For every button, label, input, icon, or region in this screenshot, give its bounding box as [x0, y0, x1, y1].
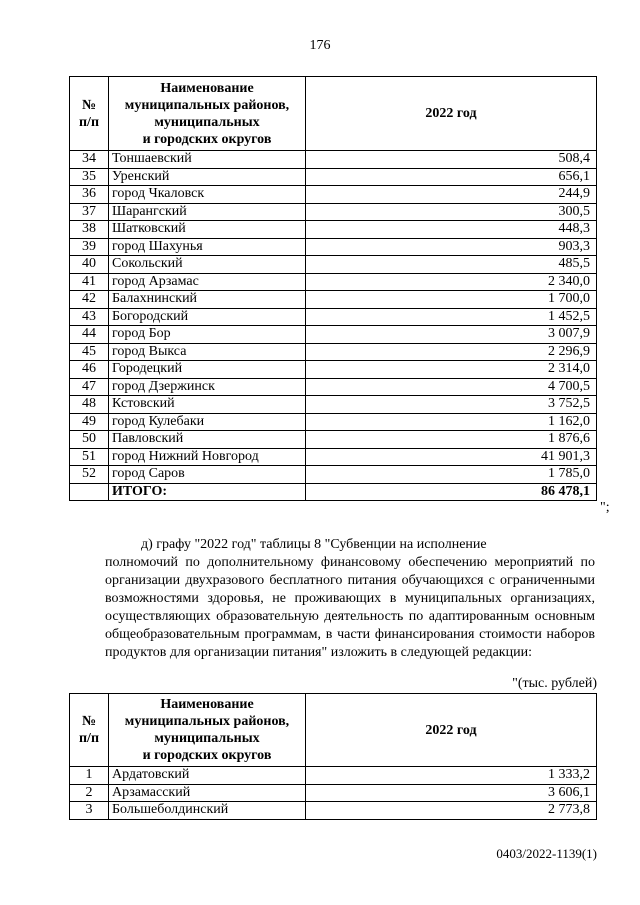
row-name: Ардатовский [109, 767, 306, 785]
table-row [70, 168, 597, 186]
row-value: 2 296,9 [306, 343, 597, 361]
table-row [70, 186, 597, 204]
row-number: 35 [70, 168, 109, 186]
table-row [70, 431, 597, 449]
total-value: 86 478,1 [306, 483, 597, 501]
row-number: 50 [70, 431, 109, 449]
table-row [70, 273, 597, 291]
row-number: 38 [70, 221, 109, 239]
row-number: 51 [70, 448, 109, 466]
table-row [70, 203, 597, 221]
row-number: 2 [70, 784, 109, 802]
header-name: Наименование муниципальных районов, муниципальных и городских округов [109, 77, 306, 151]
row-value: 4 700,5 [306, 378, 597, 396]
table-row [70, 361, 597, 379]
row-name: Богородский [109, 308, 306, 326]
row-value: 3 606,1 [306, 784, 597, 802]
table-row [70, 326, 597, 344]
row-number: 39 [70, 238, 109, 256]
row-value: 508,4 [306, 151, 597, 169]
row-name: Шарангский [109, 203, 306, 221]
row-name: Шатковский [109, 221, 306, 239]
row-name: Арзамасский [109, 784, 306, 802]
header-year: 2022 год [306, 77, 597, 151]
table-row [70, 448, 597, 466]
row-value: 1 162,0 [306, 413, 597, 431]
table-header-row [70, 694, 597, 767]
row-number: 1 [70, 767, 109, 785]
row-name: город Шахунья [109, 238, 306, 256]
table-header-row [70, 77, 597, 151]
table-row [70, 256, 597, 274]
row-value: 1 700,0 [306, 291, 597, 309]
table-row [70, 802, 597, 820]
row-number: 43 [70, 308, 109, 326]
row-name: город Бор [109, 326, 306, 344]
row-name: город Чкаловск [109, 186, 306, 204]
table-row [70, 291, 597, 309]
row-value: 41 901,3 [306, 448, 597, 466]
row-number: 41 [70, 273, 109, 291]
row-number: 49 [70, 413, 109, 431]
document-code: 0403/2022-1139(1) [496, 846, 597, 861]
paragraph-body: полномочий по дополнительному финансовому обеспечению мероприятий по организации двухразового бесплатного питания обучающихся с ограниченными возможностями здоровья, не проживающих в муниципальных организациях, осуществляющих образовательную деятельность по адаптированным основным общеобразовательным программам, в части финансирования стоимости наборов продуктов для организации питания" изложить в следующей редакции: [105, 555, 595, 660]
row-name: Большеболдинский [109, 802, 306, 820]
row-number: 36 [70, 186, 109, 204]
row-value: 903,3 [306, 238, 597, 256]
row-name: город Саров [109, 466, 306, 484]
table-row [70, 784, 597, 802]
row-value: 656,1 [306, 168, 597, 186]
total-label: ИТОГО: [109, 483, 306, 501]
table-row [70, 308, 597, 326]
paragraph-first-line: д) графу "2022 год" таблицы 8 "Субвенции на исполнение [141, 537, 487, 552]
row-value: 3 752,5 [306, 396, 597, 414]
row-number: 42 [70, 291, 109, 309]
header-year: 2022 год [306, 694, 597, 767]
table-row [70, 151, 597, 169]
row-value: 1 333,2 [306, 767, 597, 785]
row-name: город Кулебаки [109, 413, 306, 431]
row-name: город Арзамас [109, 273, 306, 291]
row-name: город Дзержинск [109, 378, 306, 396]
row-number: 48 [70, 396, 109, 414]
row-name: Павловский [109, 431, 306, 449]
row-name: Сокольский [109, 256, 306, 274]
table-row [70, 238, 597, 256]
row-value: 2 773,8 [306, 802, 597, 820]
table-8-new [69, 693, 597, 820]
header-number: № п/п [70, 694, 109, 767]
header-name: Наименование муниципальных районов, муниципальных и городских округов [109, 694, 306, 767]
row-number: 3 [70, 802, 109, 820]
row-number: 46 [70, 361, 109, 379]
table-row [70, 396, 597, 414]
row-number: 37 [70, 203, 109, 221]
subsidy-table-continued [69, 76, 597, 501]
table-row [70, 221, 597, 239]
row-name: Уренский [109, 168, 306, 186]
table-row [70, 767, 597, 785]
total-num-cell [70, 483, 109, 501]
row-number: 40 [70, 256, 109, 274]
closing-quote: "; [600, 500, 610, 515]
row-number: 47 [70, 378, 109, 396]
row-value: 448,3 [306, 221, 597, 239]
row-value: 300,5 [306, 203, 597, 221]
row-name: Балахнинский [109, 291, 306, 309]
header-number: № п/п [70, 77, 109, 151]
amendment-paragraph [105, 536, 595, 662]
units-label: "(тыс. рублей) [512, 676, 597, 691]
row-name: город Выкса [109, 343, 306, 361]
row-name: Городецкий [109, 361, 306, 379]
table-row [70, 378, 597, 396]
row-value: 1 452,5 [306, 308, 597, 326]
table-row [70, 466, 597, 484]
row-number: 45 [70, 343, 109, 361]
row-number: 52 [70, 466, 109, 484]
row-name: Кстовский [109, 396, 306, 414]
row-value: 2 340,0 [306, 273, 597, 291]
row-value: 1 876,6 [306, 431, 597, 449]
total-row [70, 483, 597, 501]
page-number: 176 [309, 38, 331, 53]
row-value: 3 007,9 [306, 326, 597, 344]
row-value: 1 785,0 [306, 466, 597, 484]
row-name: Тоншаевский [109, 151, 306, 169]
row-number: 34 [70, 151, 109, 169]
row-value: 2 314,0 [306, 361, 597, 379]
row-value: 244,9 [306, 186, 597, 204]
table-row [70, 343, 597, 361]
row-name: город Нижний Новгород [109, 448, 306, 466]
row-number: 44 [70, 326, 109, 344]
row-value: 485,5 [306, 256, 597, 274]
table-row [70, 413, 597, 431]
